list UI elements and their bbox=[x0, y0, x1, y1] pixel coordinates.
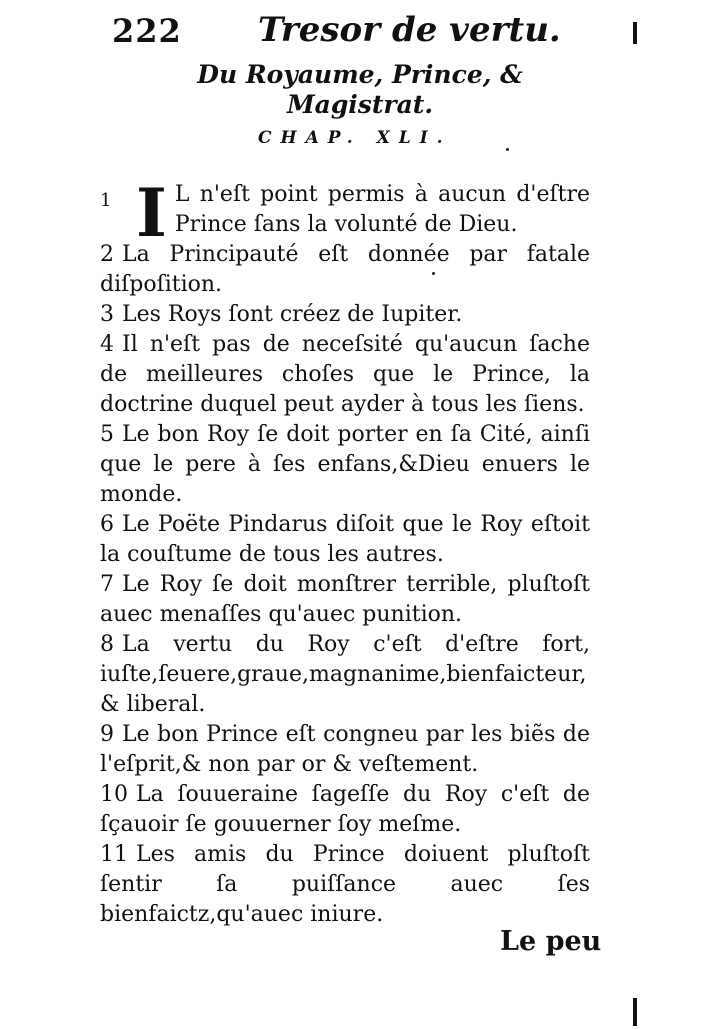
drop-cap: I bbox=[136, 174, 167, 252]
ink-speck bbox=[506, 148, 509, 151]
catchword: Le peu bbox=[500, 926, 602, 957]
paragraph-number: 6 bbox=[100, 512, 114, 537]
paragraph-9 bbox=[100, 720, 590, 780]
paragraph-8 bbox=[100, 630, 590, 720]
paragraph-text: Les Roys ſont créez de Iupiter. bbox=[122, 302, 463, 327]
paragraph-4 bbox=[100, 330, 590, 420]
paragraph-text: Il n'eſt pas de neceſsité qu'aucun ſache de meilleures choſes que le Prince, la doctrine duquel peut ayder à tous les ſiens. bbox=[100, 332, 590, 417]
paragraph-10 bbox=[100, 780, 590, 840]
paragraph-text: Le Roy ſe doit monſtrer terrible, pluſtoſt auec menaſſes qu'auec punition. bbox=[100, 572, 590, 627]
paragraph-5 bbox=[100, 420, 590, 510]
paragraph-text: Le bon Prince eſt congneu par les biẽs de l'eſprit,& non par or & veſtement. bbox=[100, 722, 590, 777]
running-title: Tresor de vertu. bbox=[258, 10, 561, 50]
ink-speck bbox=[432, 272, 435, 275]
margin-rule-bottom bbox=[633, 998, 637, 1026]
paragraph-text: La ſouueraine ſageſſe du Roy c'eſt de ſçauoir ſe gouuerner ſoy meſme. bbox=[100, 782, 590, 837]
paragraph-6 bbox=[100, 510, 590, 570]
chapter-number: CHAP. XLI. bbox=[258, 128, 452, 148]
paragraph-text: Le Poëte Pindarus diſoit que le Roy eſtoit la couſtume de tous les autres. bbox=[100, 512, 590, 567]
paragraph-number: 10 bbox=[100, 782, 128, 807]
chapter-title-line-2: Magistrat. bbox=[286, 90, 434, 119]
paragraph-7 bbox=[100, 570, 590, 630]
paragraph-number: 4 bbox=[100, 332, 114, 357]
paragraph-1 bbox=[100, 174, 590, 252]
paragraph-text: La vertu du Roy c'eſt d'eſtre fort, iuſte,ſeuere,graue,magnanime,bienfaicteur, & liberal. bbox=[100, 632, 590, 717]
chapter-title-line-1: Du Royaume, Prince, & bbox=[197, 60, 523, 89]
paragraph-list bbox=[100, 240, 590, 930]
paragraph-number: 7 bbox=[100, 572, 114, 597]
paragraph-text: L n'eſt point permis à aucun d'eſtre Prince ſans la volunté de Dieu. bbox=[174, 182, 590, 237]
paragraph-number: 5 bbox=[100, 422, 114, 447]
paragraph-number: 2 bbox=[100, 242, 114, 267]
paragraph-text: Le bon Roy ſe doit porter en ſa Cité, ainſi que le pere à ſes enfans,&Dieu enuers le monde. bbox=[100, 422, 590, 507]
paragraph-number: 3 bbox=[100, 302, 114, 327]
paragraph-number: 11 bbox=[100, 842, 128, 867]
page-number: 222 bbox=[112, 12, 182, 50]
paragraph-number: 1 bbox=[100, 190, 112, 211]
paragraph-3 bbox=[100, 300, 590, 330]
paragraph-2 bbox=[100, 240, 590, 300]
paragraph-number: 8 bbox=[100, 632, 114, 657]
margin-rule-top bbox=[633, 22, 637, 44]
paragraph-text: Les amis du Prince doiuent pluſtoſt ſentir ſa puiſſance auec ſes bienfaictz,qu'auec iniure. bbox=[100, 842, 590, 927]
paragraph-number: 9 bbox=[100, 722, 114, 747]
chapter-body bbox=[100, 174, 590, 930]
paragraph-text: La Principauté eſt donnée par fatale diſpoſition. bbox=[100, 242, 590, 297]
paragraph-11 bbox=[100, 840, 590, 930]
